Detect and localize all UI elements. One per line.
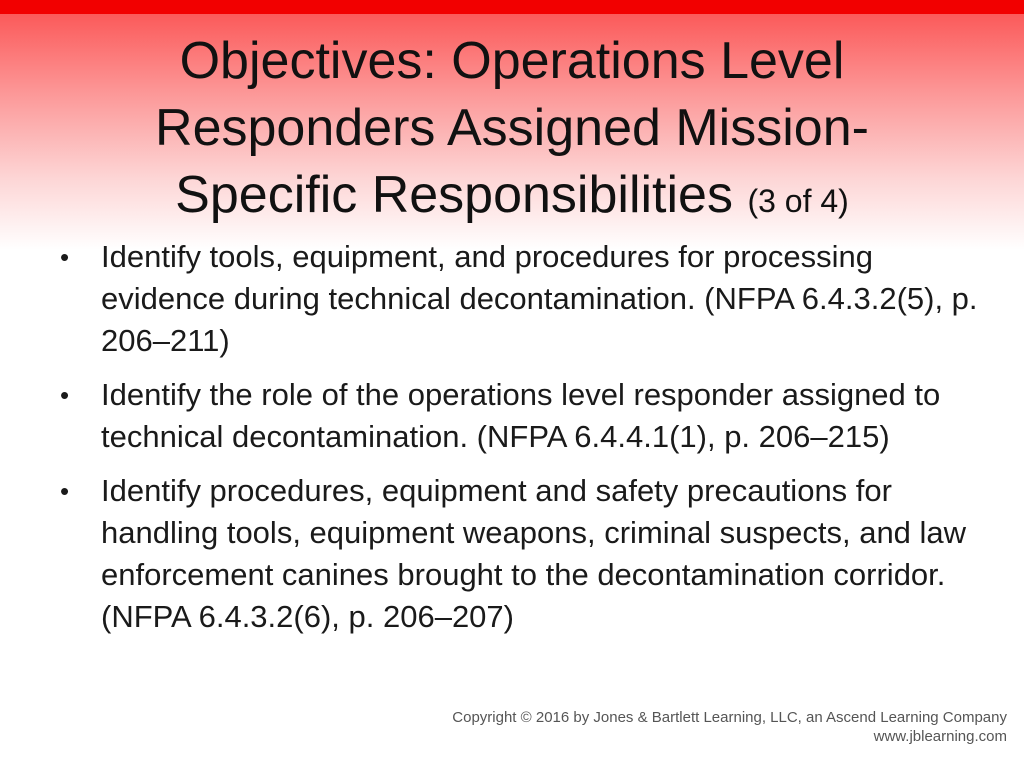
website-url: www.jblearning.com [873,728,1007,745]
copyright-text: Copyright © 2016 by Jones & Bartlett Learning, LLC, an Ascend Learning Company [452,709,1007,726]
bullet-item [60,236,980,362]
bullet-list [60,236,980,650]
bullet-text: Identify procedures, equipment and safety precautions for handling tools, equipment weapons, criminal suspects, and law enforcement canines brought to the decontamination corridor. (NFPA 6.4.3.2(6), p. 206–207) [101,473,967,634]
bullet-item [60,470,980,638]
bullet-text: Identify the role of the operations level responder assigned to technical decontamination. (NFPA 6.4.4.1(1), p. 206–215) [101,377,941,454]
bullet-dot-icon: • [60,380,70,410]
bullet-item [60,374,980,458]
slide-title-suffix: (3 of 4) [747,183,849,219]
bullet-dot-icon: • [60,242,70,272]
top-accent-bar [0,0,1024,14]
bullet-dot-icon: • [60,476,70,506]
bullet-text: Identify tools, equipment, and procedures for processing evidence during technical decontamination. (NFPA 6.4.3.2(5), p. 206–211) [101,239,978,358]
slide-title: Objectives: Operations Level Responders Assigned Mission- Specific Responsibilities (3 of 4) [155,32,869,224]
copyright-footer [452,708,1007,746]
